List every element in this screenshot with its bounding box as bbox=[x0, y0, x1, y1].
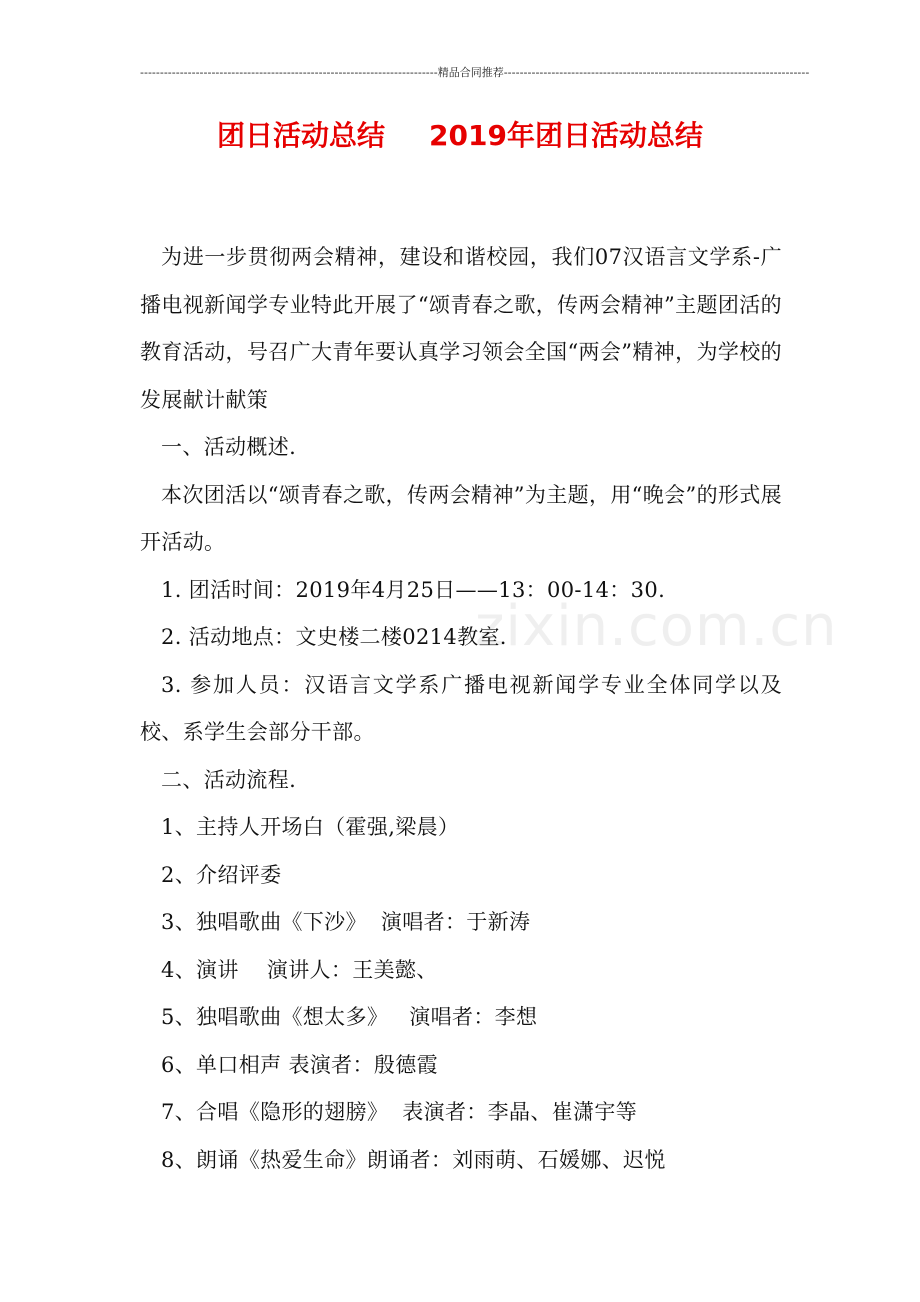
list-item: 5、独唱歌曲《想太多》 演唱者：李想 bbox=[161, 1005, 538, 1029]
paragraph-overview: 本次团活以“颂青春之歌，传两会精神”为主题，用“晚会”的形式展开活动。 bbox=[140, 482, 782, 554]
list-item: 8、朗诵《热爱生命》朗诵者：刘雨萌、石媛娜、迟悦 bbox=[161, 1147, 666, 1172]
list-item-participants: 3. 参加人员：汉语言文学系广播电视新闻学专业全体同学以及校、系学生会部分干部。 bbox=[140, 672, 782, 744]
list-item: 1、主持人开场白（霍强,梁晨） bbox=[161, 815, 460, 839]
list-item: 4、演讲 演讲人：王美懿、 bbox=[161, 957, 438, 982]
list-item: 6、单口相声 表演者：殷德霞 bbox=[161, 1052, 438, 1077]
list-item: 2、介绍评委 bbox=[161, 862, 282, 887]
paragraph-intro: 为进一步贯彻两会精神，建设和谐校园，我们07汉语言文学系-广播电视新闻学专业特此开展了“颂青春之歌，传两会精神”主题团活的教育活动，号召广大青年要认真学习领会全国“两会”精神，为学校的发展献计献策 bbox=[140, 245, 782, 412]
document-body bbox=[140, 234, 782, 1184]
section-heading-overview: 一、活动概述. bbox=[161, 435, 297, 459]
page-title bbox=[0, 116, 920, 156]
header-divider: ---------------------------------------------------------------------------精品合同推荐----------------------------------------------------------------------------- bbox=[140, 66, 810, 79]
watermark: zixin.com.cn bbox=[475, 594, 838, 659]
list-item: 3、独唱歌曲《下沙》 演唱者：于新涛 bbox=[161, 910, 531, 934]
list-item-location: 2. 活动地点：文史楼二楼0214教室. bbox=[161, 625, 507, 649]
title-right: 2019年团日活动总结 bbox=[429, 119, 703, 152]
list-item-time: 1. 团活时间：2019年4月25日——13：00-14：30. bbox=[161, 577, 666, 602]
section-heading-process: 二、活动流程. bbox=[161, 767, 297, 792]
list-item: 7、合唱《隐形的翅膀》 表演者：李晶、崔潇宇等 bbox=[161, 1100, 638, 1124]
title-left: 团日活动总结 bbox=[217, 119, 386, 152]
